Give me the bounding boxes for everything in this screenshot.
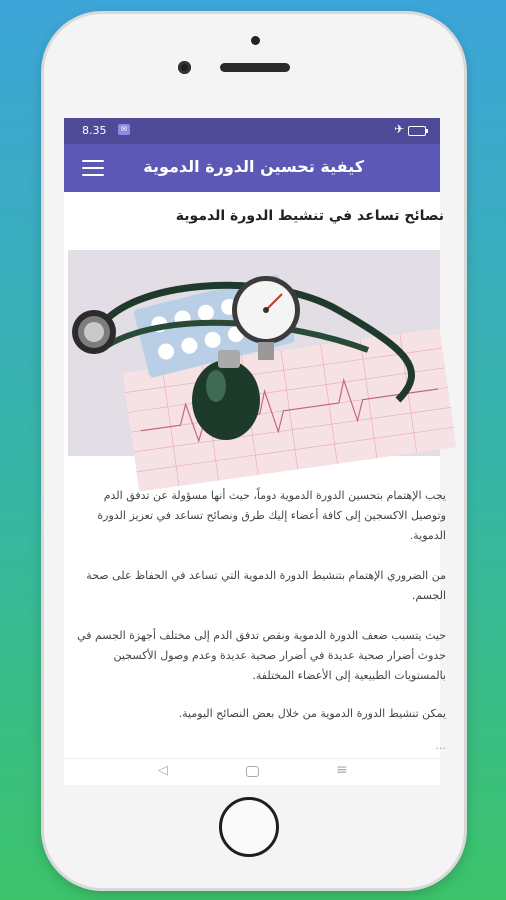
- app-bar: [64, 144, 440, 192]
- article-paragraph: يمكن تنشيط الدورة الدموية من خلال بعض النصائح اليومية.: [178, 707, 446, 720]
- article-paragraph: يجب الإهتمام بتحسين الدورة الدموية دوماً، حيث أنها مسؤولة عن تدفق الدم وتوصيل الاكسجين إلى كافة أعضاء إليك طرق ونصائح تساعد في تعزيز الدورة الدموية.: [97, 489, 446, 542]
- app-title: كيفية تحسين الدورة الدموية: [143, 157, 364, 176]
- system-nav-bar: [64, 758, 440, 785]
- home-button[interactable]: [219, 797, 279, 857]
- home-icon[interactable]: [246, 766, 259, 777]
- battery-icon: [408, 126, 426, 136]
- earpiece-speaker: [220, 63, 290, 72]
- hamburger-menu-icon[interactable]: [82, 160, 104, 176]
- status-time: 8.35: [82, 124, 107, 137]
- airplane-mode-icon: ✈: [393, 122, 404, 136]
- recent-apps-icon[interactable]: ≡: [336, 762, 348, 778]
- blood-pressure-monitor-image: [68, 250, 440, 456]
- notification-icon: ✉: [118, 124, 130, 135]
- article-paragraph: من الضروري الإهتمام بتنشيط الدورة الدموية التي تساعد في الحفاظ على صحة الجسم.: [86, 569, 446, 602]
- front-camera: [178, 61, 191, 74]
- article-heading: نصائح تساعد في تنشيط الدورة الدموية: [175, 208, 444, 224]
- article-content[interactable]: [64, 192, 446, 758]
- sensor-dot: [251, 36, 260, 45]
- phone-screen: [64, 118, 446, 784]
- back-icon[interactable]: ◁: [158, 763, 168, 778]
- article-paragraph: ...: [435, 739, 446, 752]
- article-paragraph: حيث يتسبب ضعف الدورة الدموية ونقص تدفق الدم إلى مختلف أجهزة الجسم في حدوث أضرار صحية عديدة في أضرار صحية عديدة وعدم وصول الأكسجين بالمستويات الطبيعية إلى الأعضاء المختلفة.: [77, 629, 446, 682]
- status-bar: [64, 118, 440, 144]
